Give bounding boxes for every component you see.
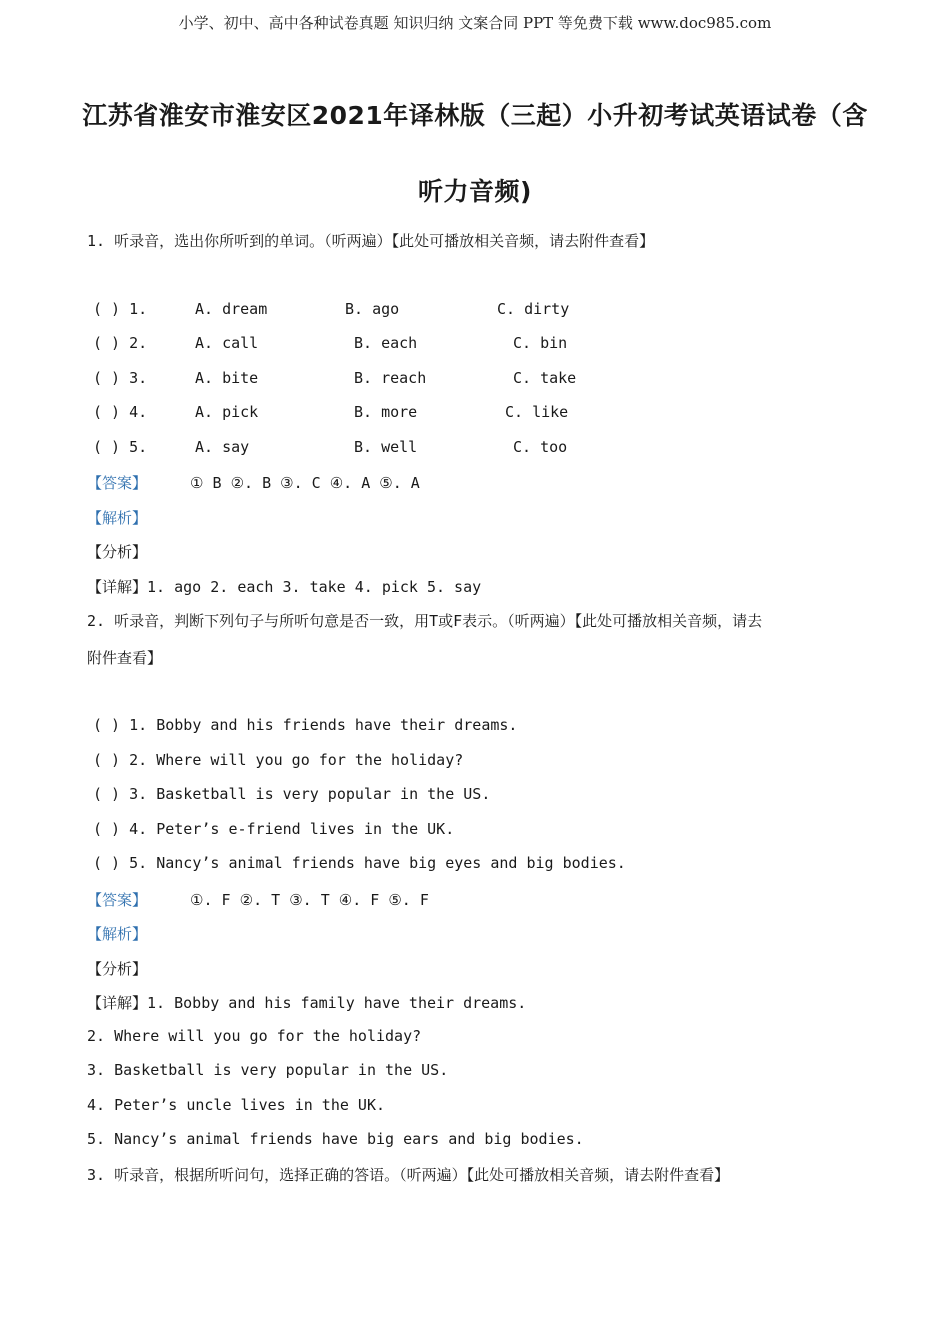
question-2-prompt-line1: 2. 听录音，判断下列句子与所听句意是否一致，用T或F表示。（听两遍）【此处可播放相关音频，请去 xyxy=(87,612,763,630)
detail-label: 【详解】 xyxy=(87,994,148,1012)
option-b: B. ago xyxy=(345,300,400,318)
question-2-item-1: ( ) 1. Bobby and his friends have their dreams. xyxy=(93,716,518,734)
answer-row-2 xyxy=(87,889,429,910)
item-number: ( ) 5. xyxy=(93,438,148,456)
page-title-line1: 江苏省淮安市淮安区2021年译林版（三起）小升初考试英语试卷（含 xyxy=(82,101,868,130)
item-number: ( ) 2. xyxy=(93,334,148,352)
option-a: A. dream xyxy=(195,300,268,318)
question-2-item-5: ( ) 5. Nancy’s animal friends have big eyes and big bodies. xyxy=(93,854,626,872)
item-number: ( ) 4. xyxy=(93,403,148,421)
fenxi-label: 【分析】 xyxy=(87,960,148,978)
detail-line: 5. Nancy’s animal friends have big ears and big bodies. xyxy=(87,1130,584,1148)
detail-text: 1. ago 2. each 3. take 4. pick 5. say xyxy=(147,578,482,596)
option-c: C. dirty xyxy=(497,300,570,318)
question-2-item-4: ( ) 4. Peter’s e-friend lives in the UK. xyxy=(93,820,455,838)
answer-text: ① B ②. B ③. C ④. A ⑤. A xyxy=(190,474,420,492)
detail-line: 4. Peter’s uncle lives in the UK. xyxy=(87,1096,386,1114)
page-title-line2: 听力音频) xyxy=(418,177,532,206)
item-number: ( ) 1. xyxy=(93,300,148,318)
question-2-prompt-line2: 附件查看】 xyxy=(87,649,163,667)
answer-row-1 xyxy=(87,472,420,493)
detail-line: 3. Basketball is very popular in the US. xyxy=(87,1061,449,1079)
detail-row-2 xyxy=(87,992,526,1013)
option-b: B. more xyxy=(354,403,418,421)
fenxi-label: 【分析】 xyxy=(87,543,148,561)
option-c: C. too xyxy=(513,438,568,456)
item-number: ( ) 3. xyxy=(93,369,148,387)
option-a: A. say xyxy=(195,438,250,456)
option-b: B. reach xyxy=(354,369,427,387)
detail-line: 1. Bobby and his family have their dreams. xyxy=(147,994,527,1012)
question-3-prompt: 3. 听录音，根据所听问句，选择正确的答语。（听两遍）【此处可播放相关音频，请去附件查看】 xyxy=(87,1166,730,1184)
site-header: 小学、初中、高中各种试卷真题 知识归纳 文案合同 PPT 等免费下载 www.doc985.com xyxy=(178,14,772,32)
answer-text: ①. F ②. T ③. T ④. F ⑤. F xyxy=(190,891,429,909)
option-a: A. bite xyxy=(195,369,259,387)
detail-line: 2. Where will you go for the holiday? xyxy=(87,1027,422,1045)
question-2-item-3: ( ) 3. Basketball is very popular in the US. xyxy=(93,785,491,803)
question-1-prompt: 1. 听录音，选出你所听到的单词。（听两遍）【此处可播放相关音频，请去附件查看】 xyxy=(87,232,655,250)
option-a: A. call xyxy=(195,334,259,352)
answer-label: 【答案】 xyxy=(87,474,148,492)
detail-row-1 xyxy=(87,576,481,597)
question-2-item-2: ( ) 2. Where will you go for the holiday? xyxy=(93,751,464,769)
analysis-label: 【解析】 xyxy=(87,925,148,943)
detail-label: 【详解】 xyxy=(87,578,148,596)
analysis-label: 【解析】 xyxy=(87,509,148,527)
option-c: C. bin xyxy=(513,334,568,352)
option-a: A. pick xyxy=(195,403,259,421)
option-b: B. each xyxy=(354,334,418,352)
answer-label: 【答案】 xyxy=(87,891,148,909)
option-b: B. well xyxy=(354,438,418,456)
option-c: C. take xyxy=(513,369,577,387)
option-c: C. like xyxy=(505,403,569,421)
